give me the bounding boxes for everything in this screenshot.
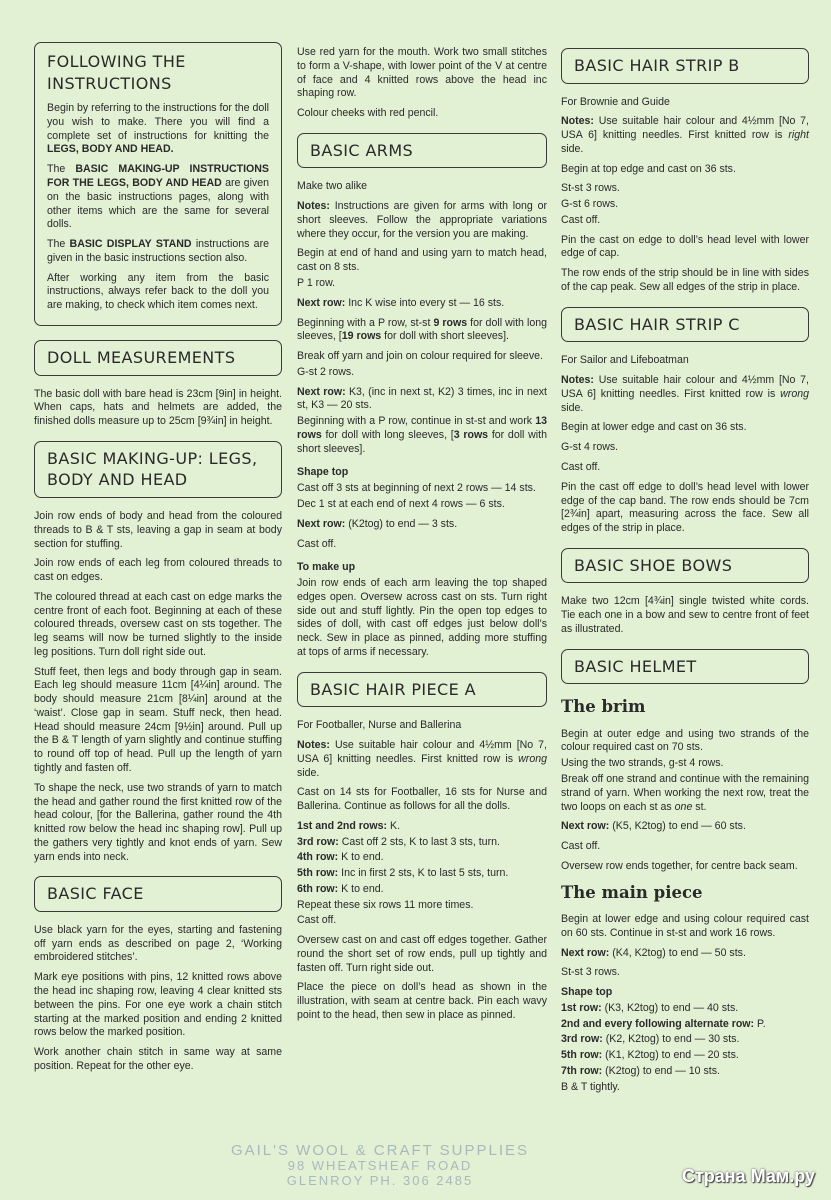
paragraph: Dec 1 st at each end of next 4 rows — 6 sts. [297, 497, 505, 510]
paragraph: 2nd and every following alternate row: P. [561, 1017, 766, 1030]
paragraph: 3rd row: (K2, K2tog) to end — 30 sts. [561, 1033, 740, 1046]
paragraph: Begin by referring to the instructions for the doll you wish to make. There you will find a complete set of instructions for knitting the LEGS, BODY AND HEAD. [47, 102, 269, 156]
paragraph: Use black yarn for the eyes, starting and fastening off yarn ends as described on page 2, ‘Working embroidered stitches’. [34, 923, 282, 964]
paragraph: Pin the cast on edge to doll’s head level with lower edge of cap. [561, 233, 809, 260]
paragraph: 3rd row: Cast off 2 sts, K to last 3 sts, turn. [297, 835, 500, 848]
column-2 [297, 46, 547, 1029]
paragraph: Begin at end of hand and using yarn to match head, cast on 8 sts. [297, 247, 547, 274]
subheading: The brim [561, 697, 646, 717]
paragraph: Make two alike [297, 180, 368, 193]
paragraph: Beginning with a P row, continue in st-st and work 13 rows for doll with long sleeves, [3 rows for doll with short sleeves]. [297, 415, 547, 455]
following-instructions-box [34, 42, 282, 326]
paragraph: St-st 3 rows. [561, 966, 620, 979]
paragraph: Break off yarn and join on colour required for sleeve. [297, 350, 543, 363]
paragraph: Cast on 14 sts for Footballer, 16 sts for Nurse and Ballerina. Continue as follows for all the dolls. [297, 786, 547, 813]
paragraph: 5th row: (K1, K2tog) to end — 20 sts. [561, 1049, 739, 1062]
paragraph: 1st row: (K3, K2tog) to end — 40 sts. [561, 1001, 739, 1014]
paragraph: Next row: K3, (inc in next st, K2) 3 times, inc in next st, K3 — 20 sts. [297, 385, 547, 412]
paragraph: Pin the cast off edge to doll’s head level with lower edge of the cap band. The row ends should be 7cm [2¾in] apart, measuring across the face. Sew all edges of the strip in place. [561, 480, 809, 535]
paragraph: The row ends of the strip should be in line with sides of the cap peak. Sew all edges of the strip in place. [561, 267, 809, 294]
section-title: BASIC HAIR STRIP B [561, 48, 809, 84]
paragraph: Next row: (K5, K2tog) to end — 60 sts. [561, 820, 746, 833]
paragraph: G-st 4 rows. [561, 441, 619, 454]
paragraph: Colour cheeks with red pencil. [297, 107, 439, 120]
section-title: BASIC ARMS [297, 133, 547, 169]
section-title: BASIC FACE [34, 876, 282, 912]
paragraph: The BASIC MAKING-UP INSTRUCTIONS FOR THE LEGS, BODY AND HEAD are given on the basic instructions pages, along with other items which are the same for several dolls. [47, 163, 269, 231]
paragraph: To shape the neck, use two strands of yarn to match the head and gather round the first knitted row of the head colour, [for the Ballerina, gather round the 4th knitted row below the head inc shaping row]. Pull up the gathers very tightly and knot ends of yarn. Sew yarn ends into neck. [34, 781, 282, 863]
paragraph: Join row ends of each leg from coloured threads to cast on edges. [34, 557, 282, 584]
paragraph: Cast off. [561, 460, 601, 473]
paragraph: Cast off. [297, 914, 337, 927]
paragraph: Using the two strands, g-st 4 rows. [561, 757, 724, 770]
paragraph: Begin at lower edge and cast on 36 sts. [561, 421, 747, 434]
paragraph: 7th row: (K2tog) to end — 10 sts. [561, 1064, 720, 1077]
subheading: The main piece [561, 882, 703, 902]
paragraph: For Sailor and Lifeboatman [561, 354, 689, 367]
paragraph: Next row: (K4, K2tog) to end — 50 sts. [561, 946, 746, 959]
paragraph: Cast off 3 sts at beginning of next 2 rows — 14 sts. [297, 482, 536, 495]
paragraph: Break off one strand and continue with the remaining strand of yarn. When working the next row, treat the two loops on each st as one st. [561, 773, 809, 813]
paragraph: Make two 12cm [4¾in] single twisted white cords. Tie each one in a bow and sew to centre front of feet as illustrated. [561, 595, 809, 635]
paragraph: Mark eye positions with pins, 12 knitted rows above the head inc shaping row, leaving 4 clear knitted sts between the pins. For one eye work a chain stitch starting at the marked position and ending 2 knitted rows below the marked position. [34, 971, 282, 1039]
shop-stamp [230, 1142, 530, 1189]
paragraph: After working any item from the basic instructions, always refer back to the doll you are making, to check which item comes next. [47, 271, 269, 312]
paragraph: G-st 6 rows. [561, 198, 619, 211]
section-title: BASIC HELMET [561, 649, 809, 685]
section-title: BASIC HAIR PIECE A [297, 672, 547, 708]
stamp-line: 98 WHEATSHEAF ROAD [287, 1158, 473, 1174]
paragraph: Oversew cast on and cast off edges together. Gather round the short set of row ends, pull up tightly and fasten off. Turn right side out. [297, 934, 547, 974]
paragraph: St-st 3 rows. [561, 182, 620, 195]
paragraph: Join row ends of body and head from the coloured threads to B & T sts, leaving a gap in seam at body section for stuffing. [34, 509, 282, 550]
stamp-line: GLENROY PH. 306 2485 [286, 1173, 474, 1189]
paragraph: Notes: Use suitable hair colour and 4½mm [No 7, USA 6] knitting needles. First knitted row is wrong side. [297, 738, 547, 779]
paragraph: Stuff feet, then legs and body through gap in seam. Each leg should measure 11cm [4¼in] around. The body should measure 21cm [8¼in] around at the ‘waist’. Close gap in seam. Stuff neck, then head. Head should measure 24cm [9½in] around. Pull up the B & T length of yarn slightly and continue stuffing to round off top of head. Pull up the length of yarn tightly and fasten off. [34, 665, 282, 774]
paragraph: Cast off. [297, 537, 337, 550]
paragraph: Beginning with a P row, st-st 9 rows for doll with long sleeves, [19 rows for doll with short sleeves]. [297, 316, 548, 343]
paragraph: For Brownie and Guide [561, 95, 670, 108]
site-watermark: Страна Мам.ру [681, 1166, 815, 1186]
section-title: BASIC SHOE BOWS [561, 548, 809, 584]
section-title: DOLL MEASUREMENTS [34, 340, 282, 376]
paragraph: Begin at top edge and cast on 36 sts. [561, 162, 736, 175]
subheading: To make up [297, 561, 356, 574]
paragraph: 1st and 2nd rows: K. [297, 819, 401, 832]
paragraph: Begin at lower edge and using colour required cast on 60 sts. Continue in st-st and work 16 rows. [561, 913, 809, 939]
paragraph: Cast off. [561, 840, 601, 853]
paragraph: Use red yarn for the mouth. Work two small stitches to form a V-shape, with lower point of the V at centre of face and 4 knitted rows above the head inc shaping row. [297, 46, 547, 100]
column-3 [561, 48, 809, 1096]
paragraph: Notes: Use suitable hair colour and 4½mm [No 7, USA 6] knitting needles. First knitted row is wrong side. [561, 374, 809, 414]
subheading: Shape top [561, 986, 613, 999]
paragraph: Join row ends of each arm leaving the top shaped edges open. Oversew across cast on sts. Turn right side out and stuff lightly. Pin the open top edges to sides of doll, with cast off edges just below doll’s neck. Sew in place as pinned, adding more stuffing at tops of arms if necessary. [297, 577, 547, 658]
paragraph: The coloured thread at each cast on edge marks the centre front of each foot. Beginning at each of these coloured threads, oversew cast on sts together. The leg seams will now be turned slightly to the inside leg positions. Turn doll right side out. [34, 590, 282, 658]
paragraph: 5th row: Inc in first 2 sts, K to last 5 sts, turn. [297, 867, 509, 880]
paragraph: Oversew row ends together, for centre back seam. [561, 859, 798, 872]
paragraph: P 1 row. [297, 277, 336, 290]
paragraph: Next row: Inc K wise into every st — 16 sts. [297, 296, 505, 309]
paragraph: The basic doll with bare head is 23cm [9in] in height. When caps, hats and helmets are added, the finished dolls measure up to 25cm [9¾in] in height. [34, 387, 282, 428]
subheading: Shape top [297, 466, 349, 479]
paragraph: Notes: Use suitable hair colour and 4½mm [No 7, USA 6] knitting needles. First knitted row is right side. [561, 115, 809, 155]
paragraph: 4th row: K to end. [297, 851, 384, 864]
paragraph: G-st 2 rows. [297, 365, 355, 378]
section-title: FOLLOWING THE INSTRUCTIONS [47, 52, 186, 93]
paragraph: The BASIC DISPLAY STAND instructions are given in the basic instructions section also. [47, 238, 269, 264]
paragraph: Notes: Instructions are given for arms with long or short sleeves. Follow the appropriate variations where they occur, for the version you are making. [297, 200, 547, 240]
paragraph: For Footballer, Nurse and Ballerina [297, 719, 462, 732]
stamp-line: GAIL'S WOOL & CRAFT SUPPLIES [230, 1142, 530, 1159]
paragraph: Place the piece on doll’s head as shown in the illustration, with seam at centre back. Pin each wavy point to the head, then sew in place as pinned. [297, 981, 547, 1021]
paragraph: Next row: (K2tog) to end — 3 sts. [297, 517, 458, 530]
paragraph: 6th row: K to end. [297, 882, 384, 895]
paragraph: Work another chain stitch in same way at same position. Repeat for the other eye. [34, 1046, 282, 1072]
paragraph: Cast off. [561, 213, 601, 226]
section-title: BASIC MAKING-UP: LEGS, BODY AND HEAD [34, 441, 282, 498]
section-title: BASIC HAIR STRIP C [561, 307, 809, 343]
paragraph: Begin at outer edge and using two strands of the colour required cast on 70 sts. [561, 727, 809, 754]
paragraph: Repeat these six rows 11 more times. [297, 898, 474, 911]
paragraph: B & T tightly. [561, 1080, 620, 1093]
column-1 [34, 42, 282, 1080]
